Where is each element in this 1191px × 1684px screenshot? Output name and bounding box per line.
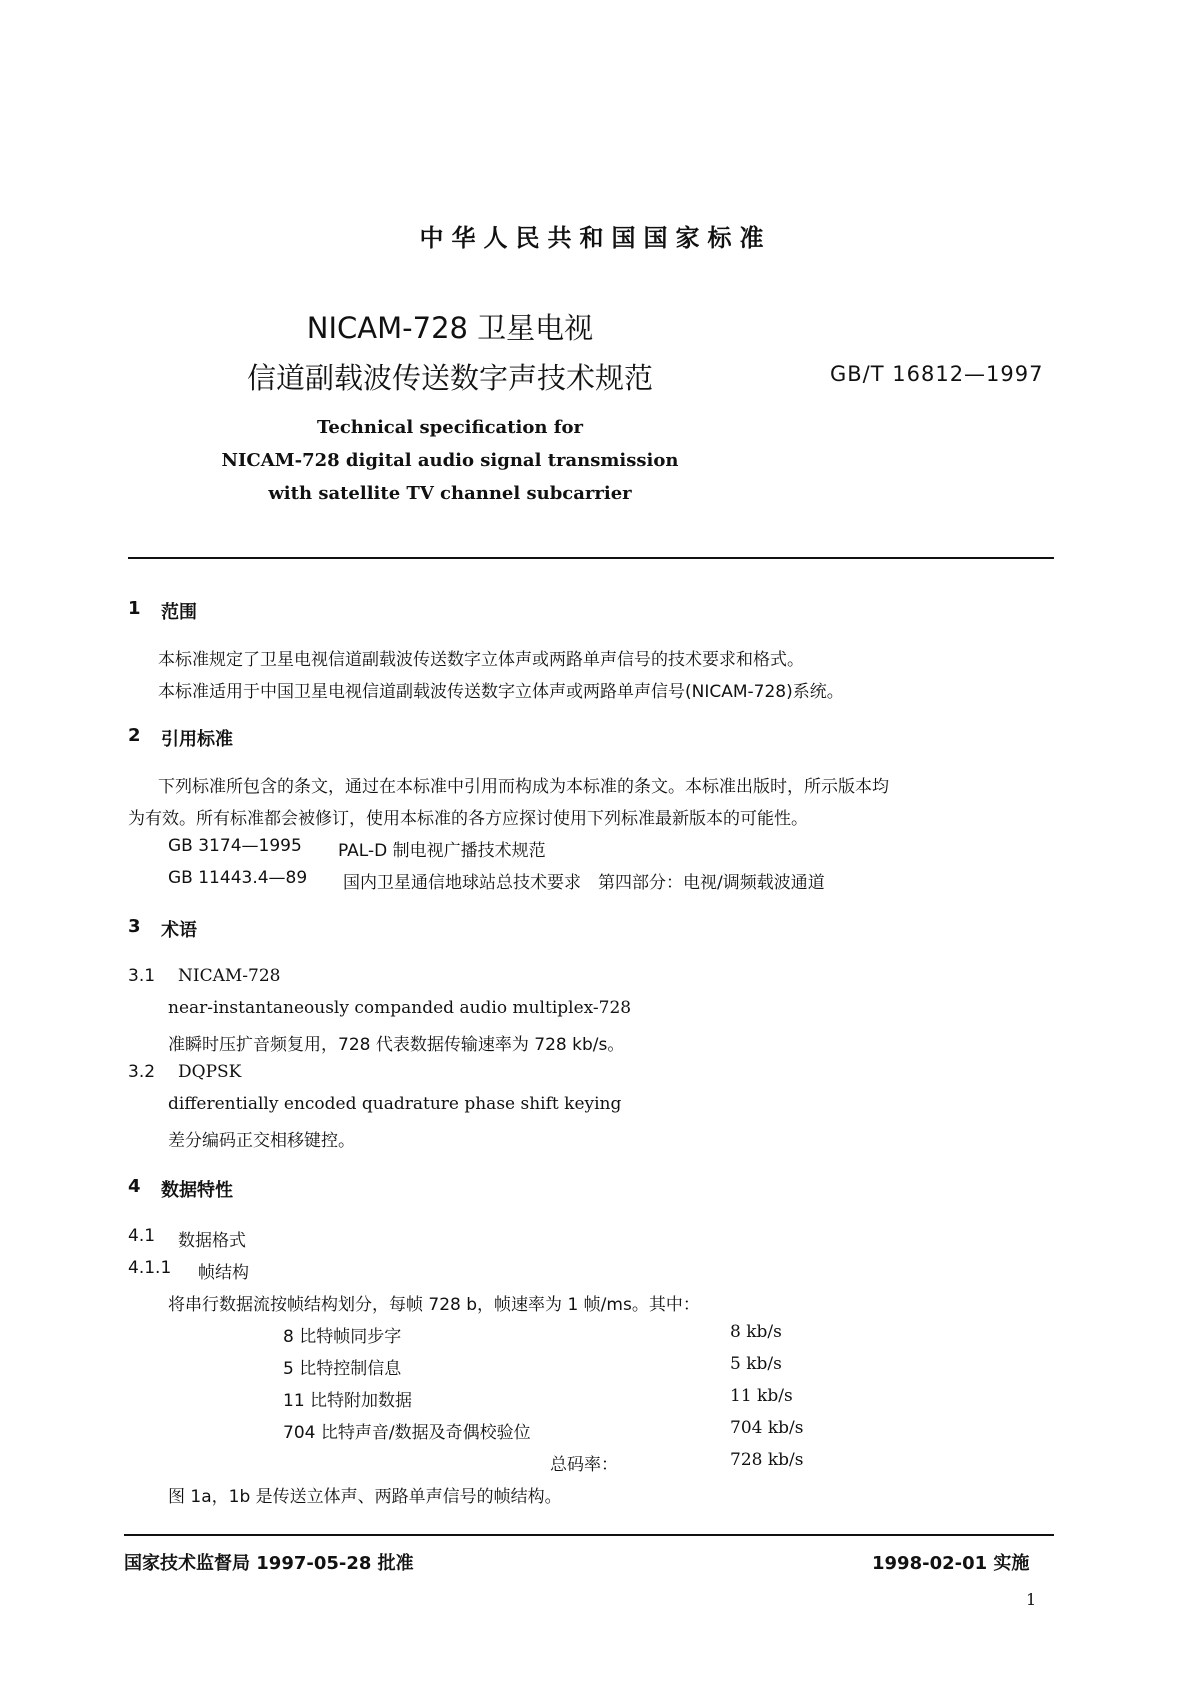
title-en-line1: Technical specification for [317, 417, 583, 438]
title-cn-line1: NICAM-728 卫星电视 [306, 311, 594, 345]
figure-note: 图 1a，1b 是传送立体声、两路单声信号的帧结构。 [168, 1487, 562, 1507]
section-1-paragraph-1: 本标准规定了卫星电视信道副载波传送数字立体声或两路单声信号的技术要求和格式。 [158, 650, 804, 670]
title-cn-line2: 信道副载波传送数字声技术规范 [246, 361, 653, 395]
section-4-title: 数据特性 [161, 1180, 233, 1201]
section-1-paragraph-2: 本标准适用于中国卫星电视信道副载波传送数字立体声或两路单声信号(NICAM-728)系统。 [158, 682, 844, 702]
subsection-4-1-1-title: 帧结构 [198, 1263, 249, 1283]
title-en-line2: NICAM-728 digital audio signal transmission [221, 450, 679, 471]
rate-row-value: 8 kb/s [730, 1322, 782, 1342]
approval-line: 国家技术监督局 1997-05-28 批准 [124, 1553, 414, 1574]
standard-code: GB/T 16812—1997 [830, 362, 1044, 386]
subsection-4-1-number: 4.1 [128, 1226, 156, 1246]
reference-2-code: GB 11443.4—89 [168, 868, 308, 888]
page-number: 1 [1026, 1590, 1037, 1609]
rate-row-value: 704 kb/s [730, 1418, 804, 1438]
header-rule [128, 557, 1054, 559]
subsection-4-1-1-number: 4.1.1 [128, 1258, 172, 1278]
section-2-number: 2 [128, 725, 141, 746]
title-en-line3: with satellite TV channel subcarrier [268, 483, 632, 504]
term-3-2-name: DQPSK [178, 1062, 242, 1082]
frame-structure-intro: 将串行数据流按帧结构划分，每帧 728 b，帧速率为 1 帧/ms。其中： [168, 1295, 700, 1315]
rate-row-label: 11 比特附加数据 [283, 1391, 413, 1411]
section-3-title: 术语 [161, 920, 197, 941]
rate-row-value: 5 kb/s [730, 1354, 782, 1374]
term-3-1-number: 3.1 [128, 966, 156, 986]
section-2-paragraph-line1: 下列标准所包含的条文，通过在本标准中引用而构成为本标准的条文。本标准出版时，所示版本均 [158, 777, 889, 797]
footer-rule [124, 1534, 1054, 1536]
term-3-1-chinese: 准瞬时压扩音频复用，728 代表数据传输速率为 728 kb/s。 [168, 1035, 625, 1055]
section-4-number: 4 [128, 1176, 141, 1197]
rate-row-label: 5 比特控制信息 [283, 1359, 402, 1379]
section-2-paragraph-line2: 为有效。所有标准都会被修订，使用本标准的各方应探讨使用下列标准最新版本的可能性。 [128, 809, 808, 829]
section-1-number: 1 [128, 598, 141, 619]
term-3-2-chinese: 差分编码正交相移键控。 [168, 1131, 355, 1151]
rate-row-value: 11 kb/s [730, 1386, 793, 1406]
section-3-number: 3 [128, 916, 141, 937]
section-1-title: 范围 [161, 602, 197, 623]
rate-row-label: 704 比特声音/数据及奇偶校验位 [283, 1423, 531, 1443]
subsection-4-1-title: 数据格式 [178, 1231, 246, 1251]
implementation-line: 1998-02-01 实施 [872, 1553, 1030, 1574]
reference-1-title: PAL-D 制电视广播技术规范 [338, 841, 546, 861]
reference-1-code: GB 3174—1995 [168, 836, 302, 856]
term-3-2-number: 3.2 [128, 1062, 156, 1082]
total-rate-label: 总码率： [550, 1455, 618, 1475]
rate-row-label: 8 比特帧同步字 [283, 1327, 402, 1347]
national-standard-title: 中华人民共和国国家标准 [419, 224, 772, 252]
term-3-2-english: differentially encoded quadrature phase shift keying [168, 1094, 622, 1114]
term-3-1-english: near-instantaneously companded audio multiplex-728 [168, 998, 632, 1018]
total-rate-value: 728 kb/s [730, 1450, 804, 1470]
reference-2-title: 国内卫星通信地球站总技术要求 第四部分：电视/调频载波通道 [343, 873, 825, 893]
section-2-title: 引用标准 [161, 729, 233, 750]
term-3-1-name: NICAM-728 [178, 966, 281, 986]
